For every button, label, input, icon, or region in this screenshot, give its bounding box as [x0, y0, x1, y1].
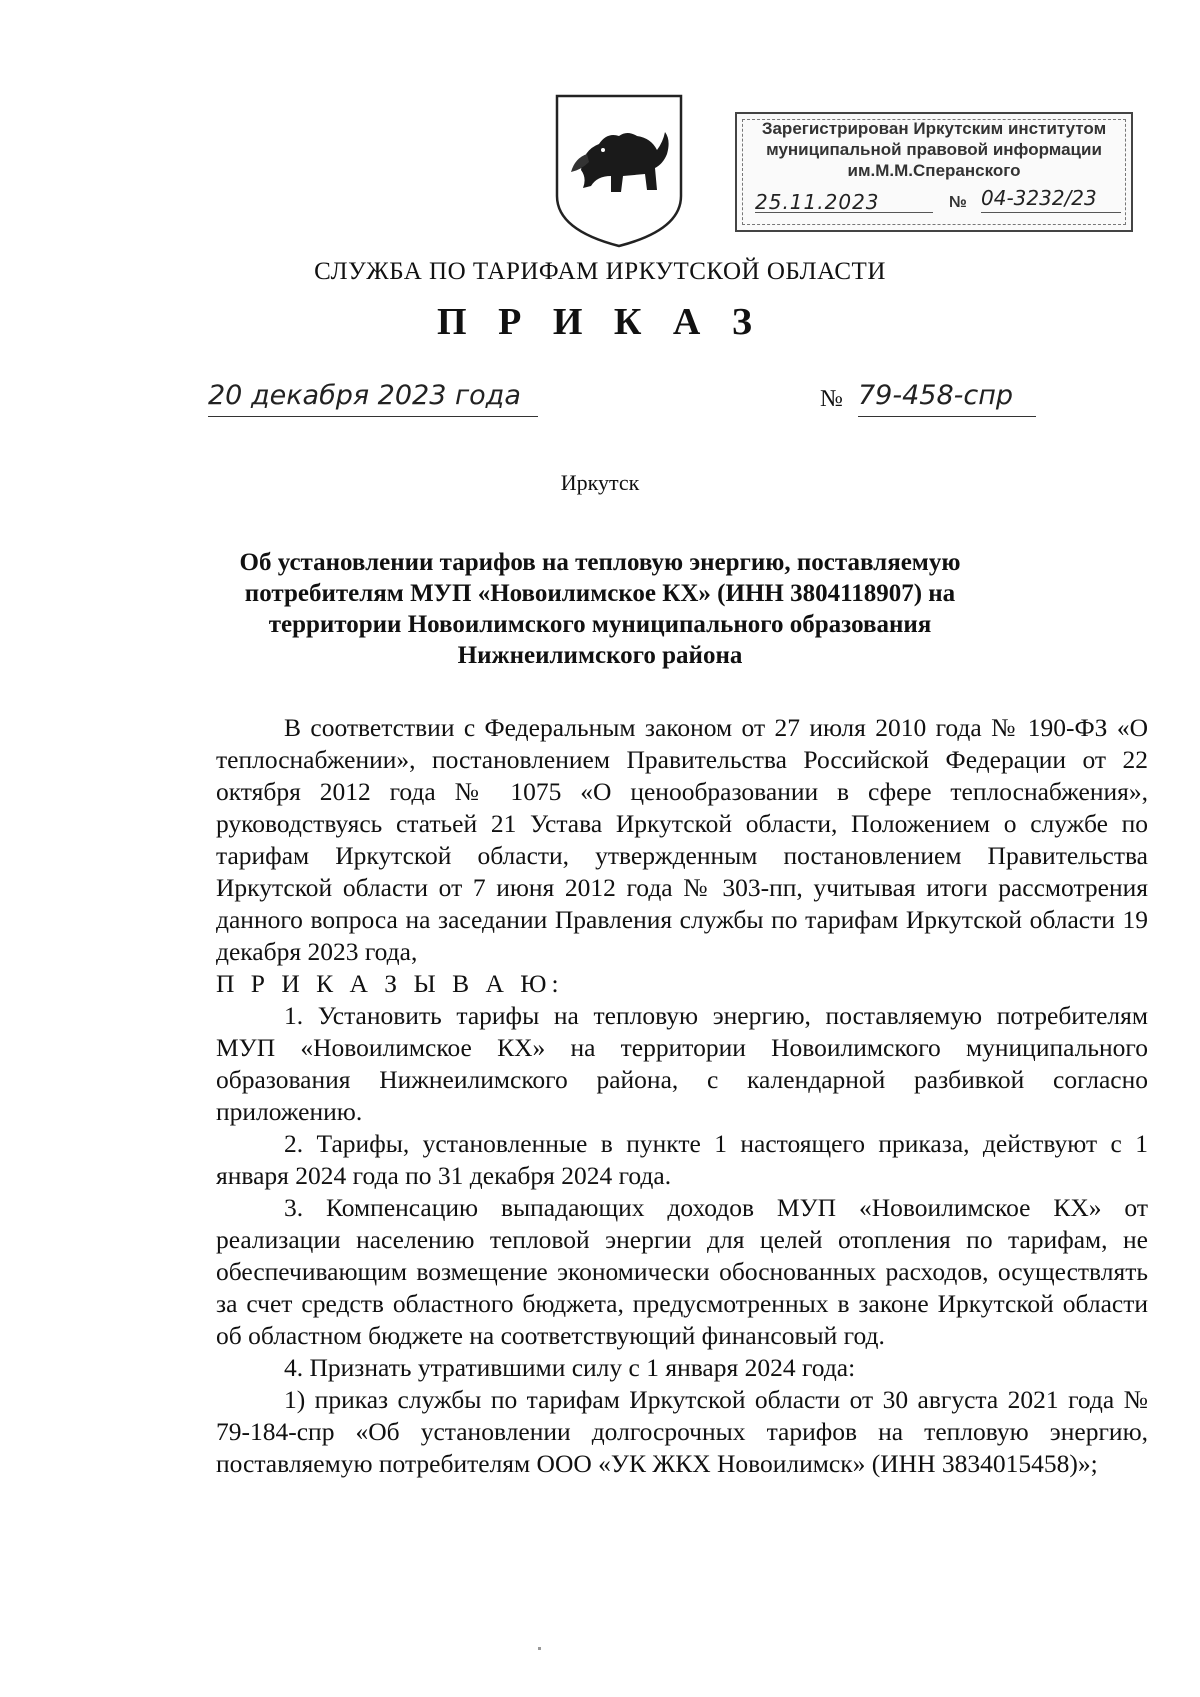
title-line: Об установлении тарифов на тепловую энергию, поставляемую — [239, 549, 961, 576]
order-item-2: 2. Тарифы, установленные в пункте 1 настоящего приказа, действуют с 1 января 2024 года по 31 декабря 2024 года. — [216, 1129, 1148, 1190]
order-word: П Р И К А З Ы В А Ю: — [216, 969, 564, 998]
registration-stamp — [735, 112, 1133, 232]
stamp-number-label: № — [949, 194, 967, 211]
order-number-label: № — [820, 386, 843, 412]
order-number: 79-458-спр — [858, 380, 1036, 417]
stamp-line: им.М.М.Сперанского — [847, 161, 1021, 180]
city-name: Иркутск — [560, 470, 640, 495]
order-date: 20 декабря 2023 года — [208, 380, 538, 417]
order-item-1: 1. Установить тарифы на тепловую энергию, поставляемую потребителям МУП «Новоилимское КХ» на территории Новоилимского муниципального образования Нижнеилимского района, с календарной разбивкой согласно приложению. — [216, 1001, 1148, 1126]
title-line: территории Новоилимского муниципального образования — [268, 611, 932, 638]
title-line: Нижнеилимского района — [457, 642, 743, 669]
document-type-heading: П Р И К А З — [437, 301, 763, 343]
stamp-registration-number: 04-3232/23 — [981, 186, 1121, 213]
stamp-line: муниципальной правовой информации — [766, 140, 1102, 159]
stamp-line: Зарегистрирован Иркутским институтом — [761, 119, 1107, 138]
order-item-4: 4. Признать утратившими силу с 1 января 2024 года: — [284, 1353, 856, 1382]
order-item-3: 3. Компенсацию выпадающих доходов МУП «Новоилимское КХ» от реализации населению тепловой энергии для целей отопления по тарифам, не обеспечивающим возмещение экономически обоснованных расходов, осуществлять за счет средств областного бюджета, предусмотренных в законе Иркутской области об областном бюджете на соответствующий финансовый год. — [216, 1193, 1148, 1350]
order-title — [230, 547, 970, 671]
coat-of-arms-emblem — [553, 92, 685, 250]
preamble-paragraph: В соответствии с Федеральным законом от 27 июля 2010 года № 190-ФЗ «О теплоснабжении», постановлением Правительства Российской Федерации от 22 октября 2012 года № 1075 «О ценообразовании в сфере теплоснабжения», руководствуясь статьей 21 Устава Иркутской области, Положением о службе по тарифам Иркутской области, утвержденным постановлением Правительства Иркутской области от 7 июня 2012 года № 303-пп, учитывая итоги рассмотрения данного вопроса на заседании Правления службы по тарифам Иркутской области 19 декабря 2023 года, — [216, 713, 1148, 966]
stamp-registration-date: 25.11.2023 — [755, 190, 933, 213]
stamp-text — [737, 118, 1131, 181]
scan-speck — [538, 1647, 541, 1650]
title-line: потребителям МУП «Новоилимское КХ» (ИНН 3804118907) на — [244, 580, 956, 607]
order-item-4-sub-1: 1) приказ службы по тарифам Иркутской области от 30 августа 2021 года № 79-184-спр «Об установлении долгосрочных тарифов на тепловую энергию, поставляемую потребителям ООО «УК ЖКХ Новоилимск» (ИНН 3834015458)»; — [216, 1385, 1148, 1478]
order-body — [216, 712, 1148, 1480]
issuing-authority: СЛУЖБА ПО ТАРИФАМ ИРКУТСКОЙ ОБЛАСТИ — [314, 258, 886, 285]
